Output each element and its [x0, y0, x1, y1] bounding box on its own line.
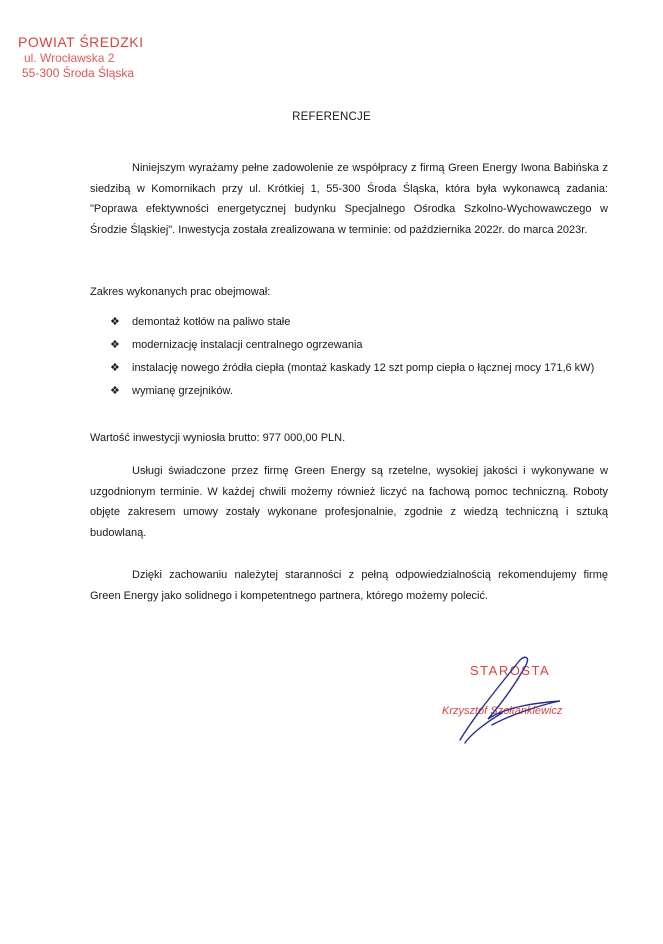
diamond-bullet-icon: ❖	[110, 362, 120, 374]
stamp-line-city: 55-300 Środa Śląska	[22, 66, 135, 80]
scope-heading: Zakres wykonanych prac obejmował:	[90, 286, 271, 298]
recommendation-paragraph: Dzięki zachowaniu należytej staranności z pełną odpowiedzialnością rekomendujemy firmę Green Energy jako solidnego i kompetentnego partnera, którego możemy polecić.	[90, 569, 608, 602]
list-item	[110, 382, 608, 401]
stamp-line-street: ul. Wrocławska 2	[24, 51, 115, 65]
scope-item-text: modernizację instalacji centralnego ogrzewania	[132, 339, 363, 351]
handwritten-signature	[430, 645, 630, 755]
investment-value: Wartość inwestycji wyniosła brutto: 977 000,00 PLN.	[90, 432, 346, 444]
scope-list	[110, 313, 608, 405]
list-item	[110, 359, 608, 378]
stamp-name: Krzysztof Szołtankiewicz	[442, 705, 563, 717]
scope-item-text: demontaż kotłów na paliwo stałe	[132, 316, 291, 328]
document-title: REFERENCJE	[292, 111, 371, 123]
stamp-line-office: POWIAT ŚREDZKI	[18, 34, 144, 50]
header-stamp	[18, 34, 144, 81]
diamond-bullet-icon: ❖	[110, 316, 120, 328]
list-item	[110, 336, 608, 355]
list-item	[110, 313, 608, 332]
stamp-role: STAROSTA	[470, 663, 551, 678]
scope-item-text: wymianę grzejników.	[132, 385, 233, 397]
diamond-bullet-icon: ❖	[110, 339, 120, 351]
services-paragraph: Usługi świadczone przez firmę Green Energy są rzetelne, wysokiej jakości i wykonywane w uzgodnionym terminie. W każdej chwili możemy również liczyć na fachową pomoc techniczną. Roboty objęte zakresem umowy zostały wykonane profesjonalnie, zgodnie z wiedzą techniczną i sztuką budowlaną.	[90, 465, 608, 539]
intro-paragraph: Niniejszym wyrażamy pełne zadowolenie ze współpracy z firmą Green Energy Iwona Babińska z siedzibą w Komornikach przy ul. Krótkiej 1, 55-300 Środa Śląska, która była wykonawcą zadania: "Poprawa efektywności energetycznej budynku Specjalnego Ośrodka Szkolno-Wychowawczego w Środzie Śląskiej". Inwestycja została zrealizowana w terminie: od października 2022r. do marca 2023r.	[90, 162, 608, 236]
signature-stamp	[430, 645, 630, 755]
scope-item-text: instalację nowego źródła ciepła (montaż kaskady 12 szt pomp ciepła o łącznej mocy 171,6 kW)	[132, 362, 595, 374]
diamond-bullet-icon: ❖	[110, 385, 120, 397]
